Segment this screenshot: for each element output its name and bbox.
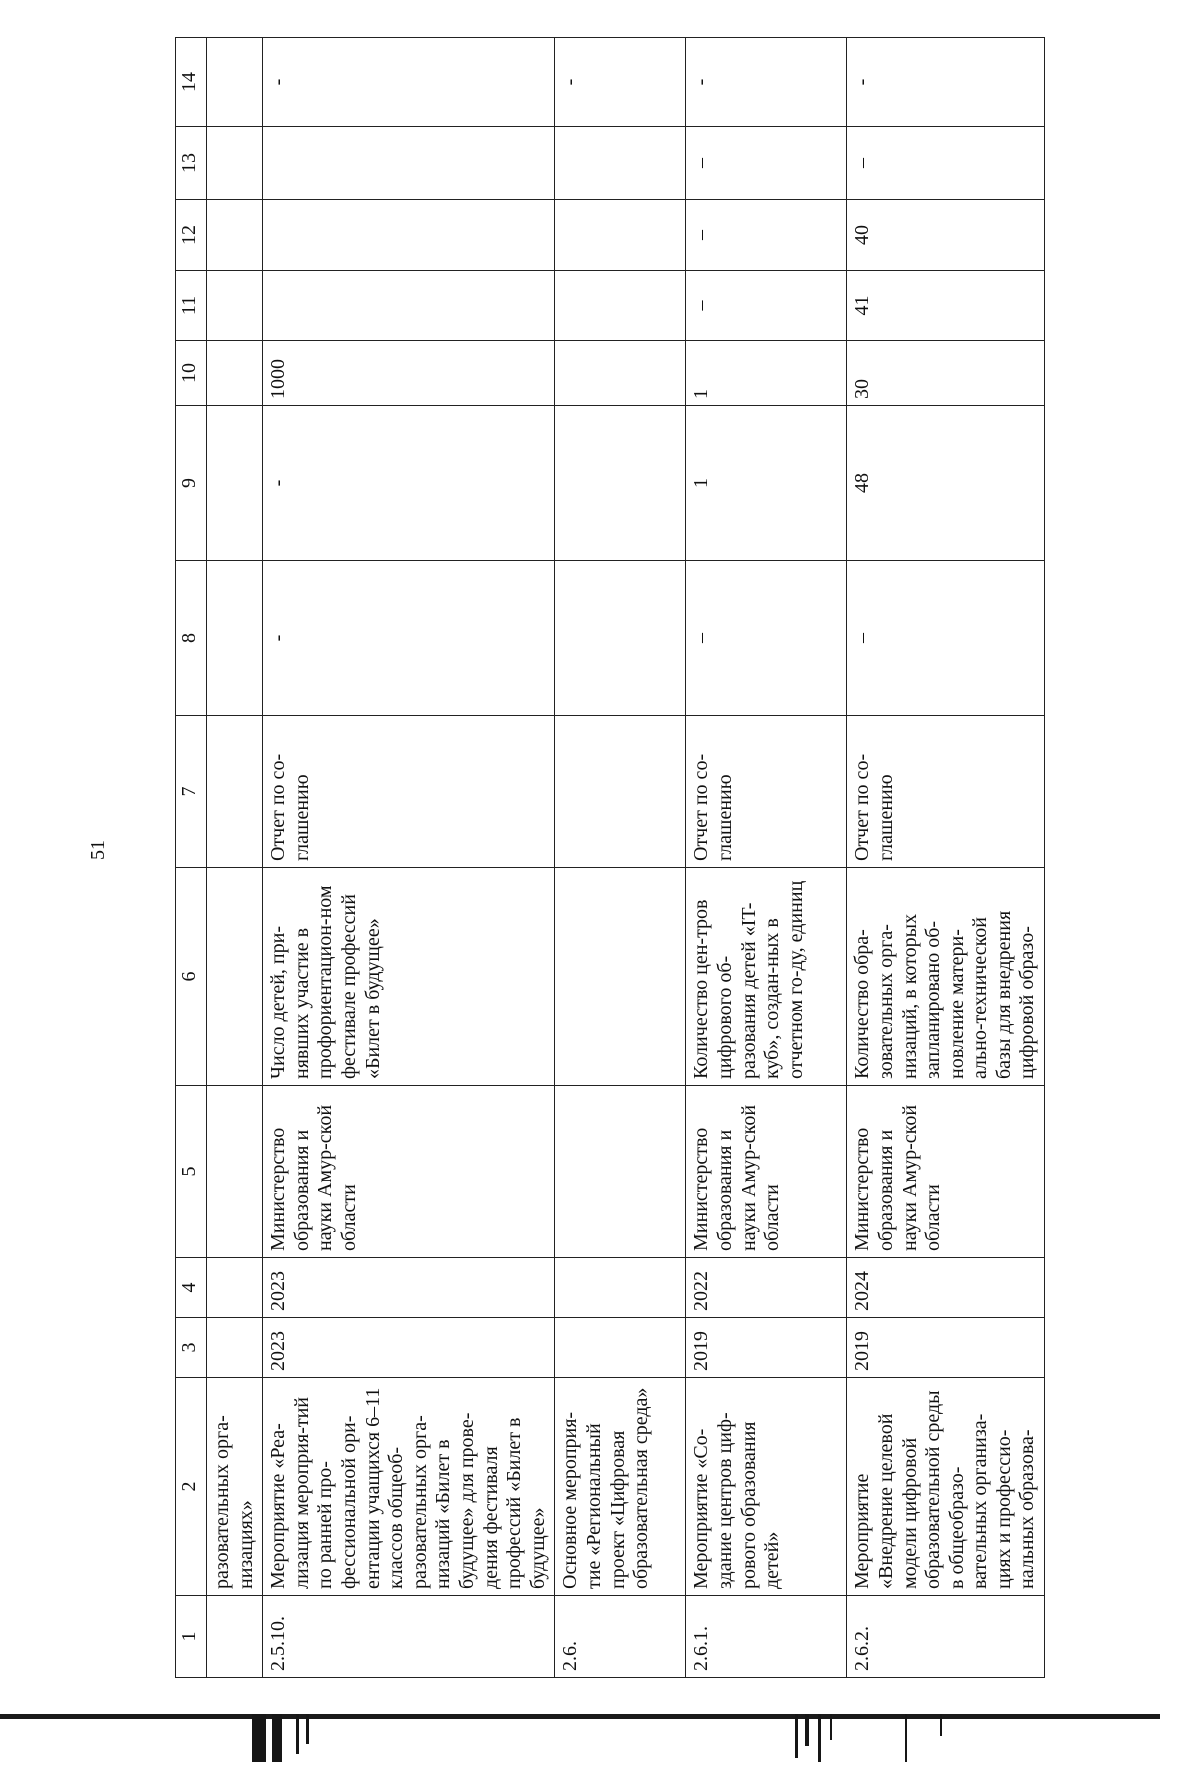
value-col-14 bbox=[207, 38, 263, 127]
report-form: Отчет по со-глашению bbox=[686, 716, 847, 868]
value-col-8: – bbox=[847, 561, 1045, 716]
end-year bbox=[555, 1258, 686, 1318]
end-year bbox=[207, 1258, 263, 1318]
measure-name: Основное мероприя-тие «Региональный проект «Цифровая образовательная среда» bbox=[555, 1378, 686, 1596]
value-col-9: 1 bbox=[686, 406, 847, 561]
responsible-executor bbox=[207, 1086, 263, 1258]
value-col-8: – bbox=[686, 561, 847, 716]
value-col-13: – bbox=[847, 127, 1045, 200]
value-col-14: - bbox=[686, 38, 847, 127]
row-number bbox=[207, 1596, 263, 1678]
table-row-2-6 bbox=[555, 38, 686, 1678]
value-col-13 bbox=[263, 127, 555, 200]
scanner-mark bbox=[940, 1714, 942, 1736]
page-number: 51 bbox=[87, 840, 109, 860]
measure-name: Мероприятие «Внедрение целевой модели цифровой образовательной среды в общеобразо-вательных организа-циях и профессио-нальных образова- bbox=[847, 1378, 1045, 1596]
value-col-8 bbox=[555, 561, 686, 716]
value-col-13 bbox=[555, 127, 686, 200]
report-form: Отчет по со-глашению bbox=[263, 716, 555, 868]
value-col-14: - bbox=[847, 38, 1045, 127]
value-col-11 bbox=[555, 271, 686, 341]
scanner-mark bbox=[252, 1714, 266, 1762]
measure-name: разовательных орга-низациях» bbox=[207, 1378, 263, 1596]
start-year: 2019 bbox=[847, 1318, 1045, 1378]
value-col-8 bbox=[207, 561, 263, 716]
row-number: 2.6. bbox=[555, 1596, 686, 1678]
column-header: 3 bbox=[176, 1318, 207, 1378]
scanner-mark bbox=[795, 1714, 798, 1758]
value-col-10: 30 bbox=[847, 341, 1045, 406]
indicator-name bbox=[555, 868, 686, 1086]
column-header: 5 bbox=[176, 1086, 207, 1258]
report-form bbox=[207, 716, 263, 868]
responsible-executor: Министерство образования и науки Амур-ской области bbox=[847, 1086, 1045, 1258]
table-row-2-6-2 bbox=[847, 38, 1045, 1678]
value-col-9 bbox=[207, 406, 263, 561]
scanner-artifact-band bbox=[0, 1706, 1200, 1765]
column-header: 13 bbox=[176, 127, 207, 200]
value-col-12 bbox=[555, 200, 686, 271]
column-header: 10 bbox=[176, 341, 207, 406]
column-header: 1 bbox=[176, 1596, 207, 1678]
end-year: 2023 bbox=[263, 1258, 555, 1318]
value-col-10 bbox=[207, 341, 263, 406]
row-number: 2.6.2. bbox=[847, 1596, 1045, 1678]
row-number: 2.6.1. bbox=[686, 1596, 847, 1678]
start-year bbox=[207, 1318, 263, 1378]
value-col-10: 1 bbox=[686, 341, 847, 406]
scanner-mark bbox=[905, 1714, 907, 1762]
value-col-10 bbox=[555, 341, 686, 406]
value-col-13: – bbox=[686, 127, 847, 200]
value-col-8: - bbox=[263, 561, 555, 716]
column-header: 14 bbox=[176, 38, 207, 127]
start-year: 2023 bbox=[263, 1318, 555, 1378]
column-number-row bbox=[176, 38, 207, 1678]
value-col-13 bbox=[207, 127, 263, 200]
end-year: 2024 bbox=[847, 1258, 1045, 1318]
column-header: 9 bbox=[176, 406, 207, 561]
end-year: 2022 bbox=[686, 1258, 847, 1318]
column-header: 12 bbox=[176, 200, 207, 271]
scanner-mark bbox=[306, 1714, 309, 1744]
scanner-mark bbox=[296, 1714, 299, 1754]
indicator-name: Количество цен-тров цифрового об-разования детей «IT-куб», создан-ных в отчетном го-ду, единиц bbox=[686, 868, 847, 1086]
value-col-12 bbox=[263, 200, 555, 271]
report-form: Отчет по со-глашению bbox=[847, 716, 1045, 868]
measure-name: Мероприятие «Реа-лизация мероприя-тий по ранней про-фессиональной ори-ентации учащихся 6–11 классов общеоб-разовательных орга-низаций «Билет в будущее» для прове-дения фестиваля профессий «Билет в будущее» bbox=[263, 1378, 555, 1596]
table-row-2-6-1 bbox=[686, 38, 847, 1678]
value-col-14: - bbox=[555, 38, 686, 127]
value-col-11 bbox=[263, 271, 555, 341]
table-row-2-5-10 bbox=[263, 38, 555, 1678]
measure-name: Мероприятие «Со-здание центров циф-рового образования детей» bbox=[686, 1378, 847, 1596]
program-measures-table bbox=[175, 37, 1045, 1678]
scanner-mark bbox=[830, 1714, 832, 1740]
row-number: 2.5.10. bbox=[263, 1596, 555, 1678]
value-col-9 bbox=[555, 406, 686, 561]
indicator-name: Число детей, при-нявших участие в профориентацион-ном фестивале профессий «Билет в будущее» bbox=[263, 868, 555, 1086]
table-row-continuation bbox=[207, 38, 263, 1678]
rotated-table-container bbox=[175, 38, 1160, 1678]
indicator-name: Количество обра-зовательных орга-низаций, в которых запланировано об-новление матери-ально-технической базы для внедрения цифровой образо- bbox=[847, 868, 1045, 1086]
value-col-11: 41 bbox=[847, 271, 1045, 341]
scanner-edge-line bbox=[0, 1714, 1160, 1719]
value-col-12: 40 bbox=[847, 200, 1045, 271]
scanner-mark bbox=[272, 1714, 282, 1762]
value-col-11 bbox=[207, 271, 263, 341]
value-col-12: – bbox=[686, 200, 847, 271]
report-form bbox=[555, 716, 686, 868]
value-col-9: 48 bbox=[847, 406, 1045, 561]
value-col-12 bbox=[207, 200, 263, 271]
column-header: 6 bbox=[176, 868, 207, 1086]
value-col-11: – bbox=[686, 271, 847, 341]
responsible-executor: Министерство образования и науки Амур-ской области bbox=[263, 1086, 555, 1258]
column-header: 2 bbox=[176, 1378, 207, 1596]
value-col-10: 1000 bbox=[263, 341, 555, 406]
scanner-mark bbox=[805, 1714, 809, 1746]
value-col-14: - bbox=[263, 38, 555, 127]
column-header: 11 bbox=[176, 271, 207, 341]
responsible-executor: Министерство образования и науки Амур-ской области bbox=[686, 1086, 847, 1258]
indicator-name bbox=[207, 868, 263, 1086]
responsible-executor bbox=[555, 1086, 686, 1258]
start-year: 2019 bbox=[686, 1318, 847, 1378]
scanner-mark bbox=[818, 1714, 821, 1762]
start-year bbox=[555, 1318, 686, 1378]
column-header: 8 bbox=[176, 561, 207, 716]
value-col-9: - bbox=[263, 406, 555, 561]
column-header: 4 bbox=[176, 1258, 207, 1318]
column-header: 7 bbox=[176, 716, 207, 868]
